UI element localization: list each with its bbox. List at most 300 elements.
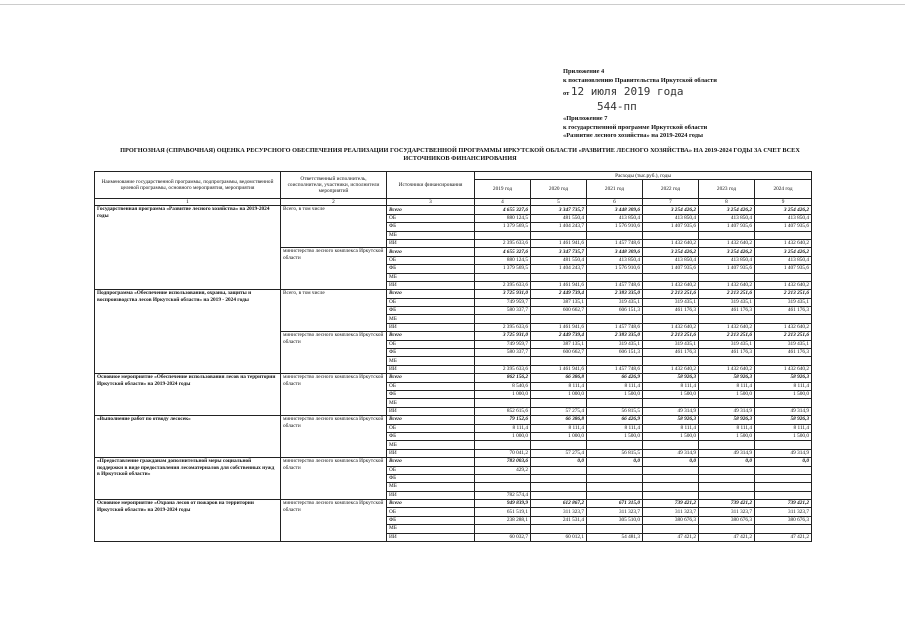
row-value: 1 500,0	[755, 432, 812, 440]
row-value: 2 395 633,6	[475, 365, 531, 373]
row-value: 1 432 640,2	[643, 281, 699, 289]
row-value: 413 850,4	[587, 256, 643, 264]
row-value	[531, 315, 587, 323]
row-funding-source: ОБ	[387, 214, 475, 222]
row-value: 739 421,2	[699, 500, 755, 508]
row-value: 461 176,3	[699, 349, 755, 357]
row-value: 3 347 735,7	[531, 248, 587, 256]
row-value: 58 926,3	[699, 374, 755, 382]
row-value: 47 421,2	[755, 533, 812, 541]
row-value: 319 435,1	[587, 298, 643, 306]
table-row	[95, 374, 812, 382]
row-funding-source: ИИ	[387, 365, 475, 373]
row-funding-source: ФБ	[387, 349, 475, 357]
row-value	[755, 474, 812, 482]
table-row	[95, 416, 812, 424]
row-value: 600 662,7	[531, 349, 587, 357]
row-value: 8 111,4	[643, 424, 699, 432]
annex-date: 12 июля 2019 года	[570, 85, 684, 99]
row-value: 319 435,1	[643, 298, 699, 306]
row-value: 1 432 640,2	[643, 365, 699, 373]
row-value	[475, 315, 531, 323]
row-value	[755, 357, 812, 365]
row-value	[587, 231, 643, 239]
row-value: 1 461 941,6	[531, 323, 587, 331]
header-row-numbers	[95, 199, 812, 206]
row-value: 387 135,1	[531, 298, 587, 306]
row-value: 3 448 309,6	[587, 206, 643, 214]
row-funding-source: ОБ	[387, 382, 475, 390]
row-value: 1 379 569,5	[475, 223, 531, 231]
row-value	[643, 466, 699, 474]
row-value	[531, 474, 587, 482]
row-value: 3 254 426,2	[643, 206, 699, 214]
row-value: 8 111,4	[755, 424, 812, 432]
row-value: 651 519,1	[475, 508, 531, 516]
row-value: 1 500,0	[587, 432, 643, 440]
row-value: 3 725 931,0	[475, 290, 531, 298]
row-value	[755, 441, 812, 449]
row-funding-source: МБ	[387, 273, 475, 281]
header-year: 2021 год	[587, 180, 643, 199]
table-row	[95, 206, 812, 214]
row-value: 1 432 640,2	[643, 323, 699, 331]
annex-date-prefix: от	[563, 90, 570, 98]
row-funding-source: Всего	[387, 416, 475, 424]
header-exec: Ответственный исполнитель, соисполнители, участники, исполнители мероприятий	[281, 172, 387, 199]
row-value	[755, 491, 812, 499]
row-funding-source: МБ	[387, 441, 475, 449]
row-value: 8 111,4	[587, 382, 643, 390]
row-value	[643, 491, 699, 499]
row-value: 2 213 251,6	[643, 332, 699, 340]
row-value: 8 111,4	[531, 424, 587, 432]
row-value	[643, 357, 699, 365]
row-executor: министерство лесного комплекса Иркутской области	[281, 248, 387, 290]
row-executor: министерство лесного комплекса Иркутской области	[281, 374, 387, 416]
row-value: 1 407 935,6	[699, 223, 755, 231]
row-value	[531, 483, 587, 491]
row-value: 8 111,4	[587, 424, 643, 432]
row-value: 2 213 251,6	[699, 290, 755, 298]
table-row	[95, 500, 812, 508]
annex-line-5: «Приложение 7	[563, 114, 608, 122]
row-value	[587, 474, 643, 482]
row-value	[699, 483, 755, 491]
row-value: 1 500,0	[643, 390, 699, 398]
row-executor: Всего, в том числе	[281, 206, 387, 248]
row-value: 413 850,4	[699, 214, 755, 222]
row-executor: Всего, в том числе	[281, 290, 387, 332]
row-value: 852 615,6	[475, 407, 531, 415]
row-value: 429,2	[475, 466, 531, 474]
row-value: 1 461 941,6	[531, 239, 587, 247]
row-value: 3 254 426,2	[755, 206, 812, 214]
row-value: 1 407 935,6	[755, 265, 812, 273]
row-value: 4 655 327,6	[475, 248, 531, 256]
row-value: 2 213 251,6	[699, 332, 755, 340]
page-top-edge	[0, 4, 905, 5]
row-value: 54 481,3	[587, 533, 643, 541]
row-value: 380 676,3	[643, 516, 699, 524]
row-value: 1 500,0	[755, 390, 812, 398]
row-value: 311 323,7	[699, 508, 755, 516]
row-value: 2 213 251,6	[755, 290, 812, 298]
header-name: Наименование государственной программы, подпрограммы, ведомственной целевой программы, основного мероприятия, мероприятия	[95, 172, 281, 199]
col-number: 1	[95, 199, 281, 206]
table-row	[95, 458, 812, 466]
header-year: 2020 год	[531, 180, 587, 199]
row-value	[475, 525, 531, 533]
row-value: 413 850,4	[643, 256, 699, 264]
header-expenses: Расходы (тыс.руб.), годы	[475, 172, 812, 180]
row-value: 58 926,3	[755, 374, 812, 382]
row-value	[643, 315, 699, 323]
row-value: 1 457 748,6	[587, 323, 643, 331]
row-value: 66 426,9	[587, 374, 643, 382]
row-value: 880 124,5	[475, 214, 531, 222]
row-value	[587, 483, 643, 491]
row-value	[531, 525, 587, 533]
row-value: 481 550,4	[531, 256, 587, 264]
table-body	[95, 206, 812, 542]
row-value: 60 012,1	[531, 533, 587, 541]
annex-line-2: к постановлению Правительства Иркутской области	[563, 76, 717, 84]
row-program-name: Государственная программа «Развитие лесного хозяйства» на 2019-2024 годы	[95, 206, 281, 290]
row-funding-source: ИИ	[387, 491, 475, 499]
col-number: 6	[587, 199, 643, 206]
row-value: 57 275,4	[531, 407, 587, 415]
row-value: 1 500,0	[699, 390, 755, 398]
row-value: 2 395 633,6	[475, 323, 531, 331]
row-value: 241 531,4	[531, 516, 587, 524]
row-value: 880 124,5	[475, 256, 531, 264]
row-value: 3 254 426,2	[699, 248, 755, 256]
row-value: 66 386,8	[531, 416, 587, 424]
row-value: 739 421,2	[755, 500, 812, 508]
row-value: 1 461 941,6	[531, 365, 587, 373]
row-value: 1 432 640,2	[643, 239, 699, 247]
row-funding-source: ИИ	[387, 323, 475, 331]
row-value	[699, 525, 755, 533]
row-funding-source: МБ	[387, 483, 475, 491]
col-number: 3	[387, 199, 475, 206]
row-value: 606 151,3	[587, 307, 643, 315]
row-value: 413 850,4	[755, 256, 812, 264]
row-value: 749 959,7	[475, 340, 531, 348]
row-value: 60 032,7	[475, 533, 531, 541]
row-value	[699, 474, 755, 482]
annex-line-6: к государственной программе Иркутской области	[563, 123, 708, 131]
annex-number: 544-пп	[597, 100, 637, 114]
row-value: 0,0	[699, 458, 755, 466]
row-value	[475, 231, 531, 239]
row-value: 1 432 640,2	[699, 365, 755, 373]
row-funding-source: Всего	[387, 248, 475, 256]
row-funding-source: Всего	[387, 500, 475, 508]
row-value	[755, 273, 812, 281]
row-value: 56 815,5	[587, 449, 643, 457]
row-value: 1 407 935,6	[699, 265, 755, 273]
row-funding-source: ФБ	[387, 474, 475, 482]
row-value	[475, 441, 531, 449]
row-value	[643, 399, 699, 407]
row-value: 8 111,4	[699, 424, 755, 432]
row-value: 2 395 633,6	[475, 281, 531, 289]
row-value: 49 314,9	[699, 449, 755, 457]
row-value: 671 315,0	[587, 500, 643, 508]
row-value	[755, 466, 812, 474]
row-value	[475, 483, 531, 491]
row-value	[699, 441, 755, 449]
row-value: 319 435,1	[699, 298, 755, 306]
row-value: 238 288,1	[475, 516, 531, 524]
row-value: 949 839,9	[475, 500, 531, 508]
row-value: 413 850,4	[587, 214, 643, 222]
row-value: 57 275,4	[531, 449, 587, 457]
row-funding-source: Всего	[387, 332, 475, 340]
row-value: 1 432 640,2	[755, 239, 812, 247]
row-program-name: Основное мероприятие «Охрана лесов от пожаров на территории Иркутской области» на 2019-2024 годы	[95, 500, 281, 542]
row-value: 749 959,7	[475, 298, 531, 306]
row-value: 319 435,1	[699, 340, 755, 348]
row-value: 2 395 633,6	[475, 239, 531, 247]
col-number: 5	[531, 199, 587, 206]
row-value	[643, 231, 699, 239]
row-value	[587, 491, 643, 499]
row-value: 461 176,3	[755, 349, 812, 357]
row-value: 1 000,0	[475, 432, 531, 440]
row-value: 311 323,7	[643, 508, 699, 516]
row-funding-source: ФБ	[387, 516, 475, 524]
row-value: 3 254 426,2	[755, 248, 812, 256]
row-funding-source: ОБ	[387, 508, 475, 516]
row-value: 3 347 735,7	[531, 206, 587, 214]
row-value	[755, 525, 812, 533]
header-year: 2024 год	[755, 180, 812, 199]
row-value	[699, 315, 755, 323]
row-value	[587, 525, 643, 533]
row-funding-source: МБ	[387, 399, 475, 407]
row-value: 49 314,9	[755, 407, 812, 415]
row-value: 3 254 426,2	[699, 206, 755, 214]
row-value: 8 111,4	[755, 382, 812, 390]
row-value: 8 111,4	[699, 382, 755, 390]
row-value	[587, 441, 643, 449]
row-value	[531, 273, 587, 281]
row-value	[643, 483, 699, 491]
row-value: 1 404 243,7	[531, 265, 587, 273]
annex-line-1: Приложение 4	[563, 68, 605, 75]
row-value: 319 435,1	[755, 298, 812, 306]
row-value: 2 449 739,4	[531, 290, 587, 298]
row-value: 461 176,3	[699, 307, 755, 315]
row-funding-source: ФБ	[387, 265, 475, 273]
row-funding-source: МБ	[387, 231, 475, 239]
row-value: 1 461 941,6	[531, 281, 587, 289]
row-value: 1 432 640,2	[755, 323, 812, 331]
col-number: 9	[755, 199, 812, 206]
row-executor: министерство лесного комплекса Иркутской области	[281, 332, 387, 374]
row-funding-source: ИИ	[387, 533, 475, 541]
row-value: 49 314,9	[755, 449, 812, 457]
row-funding-source: ОБ	[387, 466, 475, 474]
col-number: 8	[699, 199, 755, 206]
row-value	[531, 466, 587, 474]
row-value	[531, 231, 587, 239]
row-value	[699, 466, 755, 474]
row-value	[643, 441, 699, 449]
row-value: 1 457 748,6	[587, 281, 643, 289]
row-value	[475, 399, 531, 407]
row-program-name: Подпрограмма «Обеспечение использования, охраны, защиты и воспроизводства лесов Иркутской области» на 2019 - 2024 годы	[95, 290, 281, 374]
row-value: 387 135,1	[531, 340, 587, 348]
row-value	[699, 357, 755, 365]
row-value	[699, 273, 755, 281]
row-funding-source: МБ	[387, 315, 475, 323]
row-value	[587, 357, 643, 365]
row-value: 413 850,4	[755, 214, 812, 222]
row-value	[531, 399, 587, 407]
row-value: 481 550,4	[531, 214, 587, 222]
row-value: 380 676,3	[755, 516, 812, 524]
row-value: 8 111,4	[531, 382, 587, 390]
row-value: 311 323,7	[531, 508, 587, 516]
row-value: 413 850,4	[699, 256, 755, 264]
row-value	[587, 399, 643, 407]
row-funding-source: ИИ	[387, 449, 475, 457]
row-value: 461 176,3	[643, 349, 699, 357]
row-funding-source: ФБ	[387, 432, 475, 440]
row-value: 2 383 335,0	[587, 332, 643, 340]
row-value: 70 041,2	[475, 449, 531, 457]
row-value: 782 574,4	[475, 491, 531, 499]
row-value	[755, 231, 812, 239]
row-value	[755, 315, 812, 323]
document-title: ПРОГНОЗНАЯ (СПРАВОЧНАЯ) ОЦЕНКА РЕСУРСНОГО ОБЕСПЕЧЕНИЯ РЕАЛИЗАЦИИ ГОСУДАРСТВЕННОЙ ПРОГРАММЫ ИРКУТСКОЙ ОБЛАСТИ «РАЗВИТИЕ ЛЕСНОГО ХОЗЯЙСТВА» НА 2019-2024 ГОДЫ ЗА СЧЕТ ВСЕХ ИСТОЧНИКОВ ФИНАНСИРОВАНИЯ	[120, 147, 800, 163]
row-value: 58 926,3	[643, 374, 699, 382]
row-funding-source: Всего	[387, 374, 475, 382]
row-value: 311 323,7	[587, 508, 643, 516]
row-program-name: «Предоставление гражданам дополнительной меры социальной поддержки в виде предоставления лесоматериалов для собственных нужд в Иркутской области»	[95, 458, 281, 500]
row-value: 783 003,6	[475, 458, 531, 466]
row-funding-source: МБ	[387, 525, 475, 533]
resource-table	[94, 171, 812, 542]
row-value: 2 213 251,6	[755, 332, 812, 340]
row-value: 600 662,7	[531, 307, 587, 315]
row-value: 8 111,4	[475, 424, 531, 432]
row-value: 49 314,9	[699, 407, 755, 415]
row-value: 66 386,8	[531, 374, 587, 382]
row-value: 1 000,0	[531, 432, 587, 440]
row-value: 1 576 910,6	[587, 265, 643, 273]
row-value: 413 850,4	[643, 214, 699, 222]
row-value: 2 449 739,4	[531, 332, 587, 340]
header-year: 2023 год	[699, 180, 755, 199]
row-executor: министерство лесного комплекса Иркутской области	[281, 458, 387, 500]
annex-block	[563, 68, 717, 141]
row-value: 58 926,3	[755, 416, 812, 424]
row-value: 1 000,0	[531, 390, 587, 398]
row-value: 862 156,2	[475, 374, 531, 382]
row-funding-source: ОБ	[387, 256, 475, 264]
row-value: 49 314,9	[643, 449, 699, 457]
row-value: 1 407 935,6	[643, 265, 699, 273]
row-value	[475, 357, 531, 365]
row-value: 1 000,0	[475, 390, 531, 398]
row-funding-source: МБ	[387, 357, 475, 365]
row-value: 1 500,0	[643, 432, 699, 440]
header-source: Источники финансирования	[387, 172, 475, 199]
row-value: 1 432 640,2	[699, 239, 755, 247]
row-funding-source: ФБ	[387, 390, 475, 398]
row-value	[643, 273, 699, 281]
row-value: 305 510,0	[587, 516, 643, 524]
row-value	[587, 273, 643, 281]
row-value: 380 676,3	[699, 516, 755, 524]
row-value: 79 152,6	[475, 416, 531, 424]
row-value: 1 407 935,6	[643, 223, 699, 231]
row-value	[755, 483, 812, 491]
row-value: 2 383 335,0	[587, 290, 643, 298]
row-funding-source: ИИ	[387, 281, 475, 289]
row-value: 0,0	[531, 458, 587, 466]
row-value: 319 435,1	[587, 340, 643, 348]
row-value: 1 404 243,7	[531, 223, 587, 231]
row-value: 1 432 640,2	[755, 365, 812, 373]
row-value: 311 323,7	[755, 508, 812, 516]
row-value: 0,0	[587, 458, 643, 466]
row-executor: министерство лесного комплекса Иркутской области	[281, 500, 387, 542]
row-value: 8 540,6	[475, 382, 531, 390]
row-funding-source: ИИ	[387, 239, 475, 247]
row-value: 1 457 748,6	[587, 239, 643, 247]
row-value	[755, 399, 812, 407]
row-value: 1 457 748,6	[587, 365, 643, 373]
row-value: 4 655 327,6	[475, 206, 531, 214]
row-value: 739 421,2	[643, 500, 699, 508]
row-funding-source: Всего	[387, 290, 475, 298]
row-value: 58 926,3	[699, 416, 755, 424]
row-value	[531, 357, 587, 365]
row-value: 8 111,4	[643, 382, 699, 390]
row-value: 47 421,2	[643, 533, 699, 541]
row-funding-source: Всего	[387, 206, 475, 214]
row-value: 3 448 309,6	[587, 248, 643, 256]
row-value: 319 435,1	[755, 340, 812, 348]
row-value	[587, 315, 643, 323]
row-value: 66 426,9	[587, 416, 643, 424]
row-funding-source: Всего	[387, 458, 475, 466]
row-value: 1 500,0	[699, 432, 755, 440]
row-value	[587, 466, 643, 474]
col-number: 2	[281, 199, 387, 206]
row-value	[475, 474, 531, 482]
row-value: 49 314,9	[643, 407, 699, 415]
row-value: 1 576 910,6	[587, 223, 643, 231]
row-value	[643, 525, 699, 533]
row-value: 0,0	[755, 458, 812, 466]
row-value	[643, 474, 699, 482]
row-value: 1 432 640,2	[755, 281, 812, 289]
row-funding-source: ФБ	[387, 307, 475, 315]
row-value: 58 926,3	[643, 416, 699, 424]
header-year: 2022 год	[643, 180, 699, 199]
table-row	[95, 290, 812, 298]
row-value: 47 421,2	[699, 533, 755, 541]
row-funding-source: ФБ	[387, 223, 475, 231]
row-value	[699, 399, 755, 407]
